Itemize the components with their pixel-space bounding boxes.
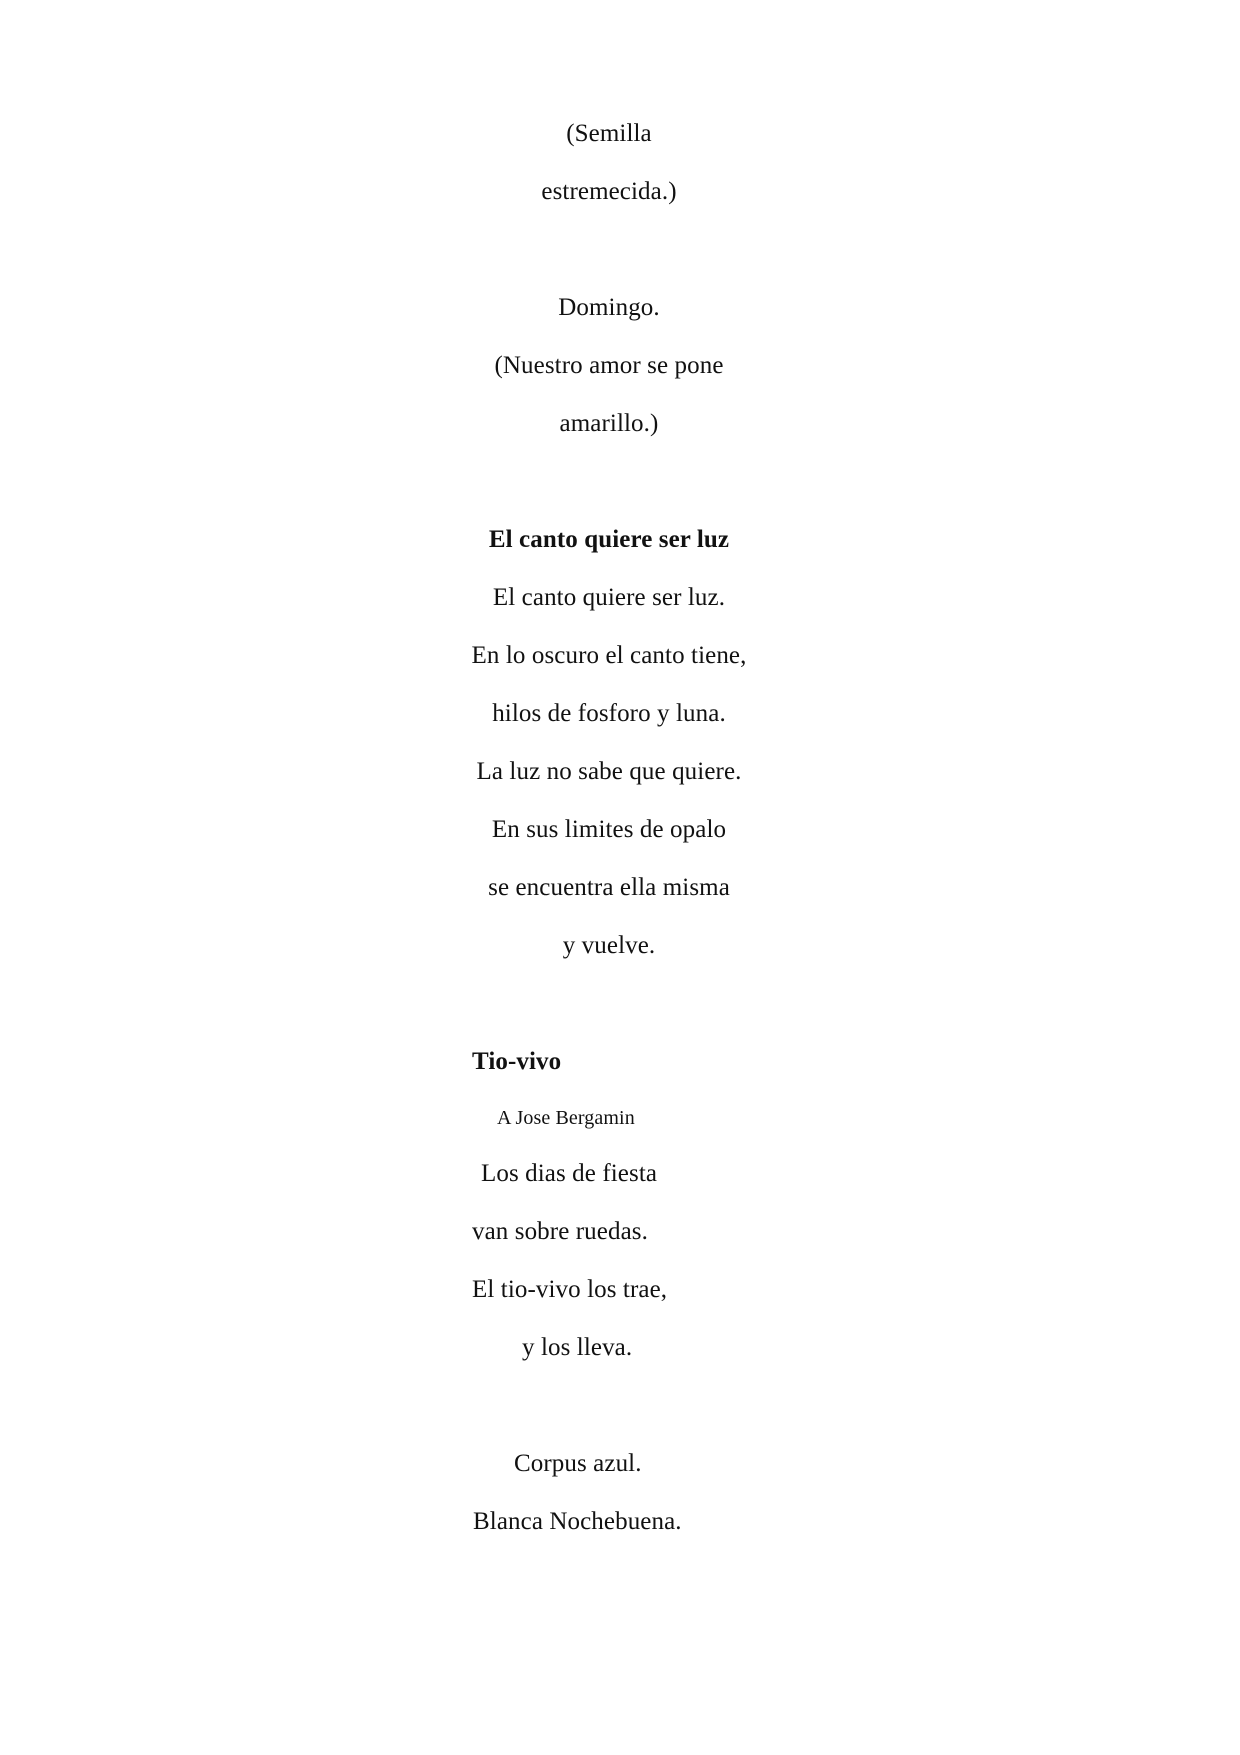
poem-line: En sus limites de opalo (491, 816, 727, 843)
poem-line: y los lleva. (522, 1334, 633, 1361)
poem-line: (Nuestro amor se pone (494, 352, 724, 379)
poem-line: se encuentra ella misma (488, 874, 730, 901)
poem-line: y vuelve. (562, 932, 656, 959)
poem-line: (Semilla (566, 120, 652, 147)
poem-line: La luz no sabe que quiere. (476, 758, 742, 785)
poem-title: Tio-vivo (472, 1048, 562, 1075)
poem-line: estremecida.) (541, 178, 677, 205)
poem-line: amarillo.) (559, 410, 659, 437)
poem-line: Blanca Nochebuena. (473, 1508, 682, 1535)
poem-line: Los dias de fiesta (481, 1160, 658, 1187)
poem-dedication: A Jose Bergamin (497, 1107, 635, 1129)
poem-line: En lo oscuro el canto tiene, (471, 642, 747, 669)
poem-line: hilos de fosforo y luna. (492, 700, 726, 727)
poem-line: Corpus azul. (514, 1450, 642, 1477)
poem-line: Domingo. (558, 294, 660, 321)
poem-line: van sobre ruedas. (472, 1218, 648, 1245)
poem-title: El canto quiere ser luz (488, 526, 730, 553)
poem-line: El canto quiere ser luz. (492, 584, 726, 611)
poem-line: El tio-vivo los trae, (472, 1276, 668, 1303)
